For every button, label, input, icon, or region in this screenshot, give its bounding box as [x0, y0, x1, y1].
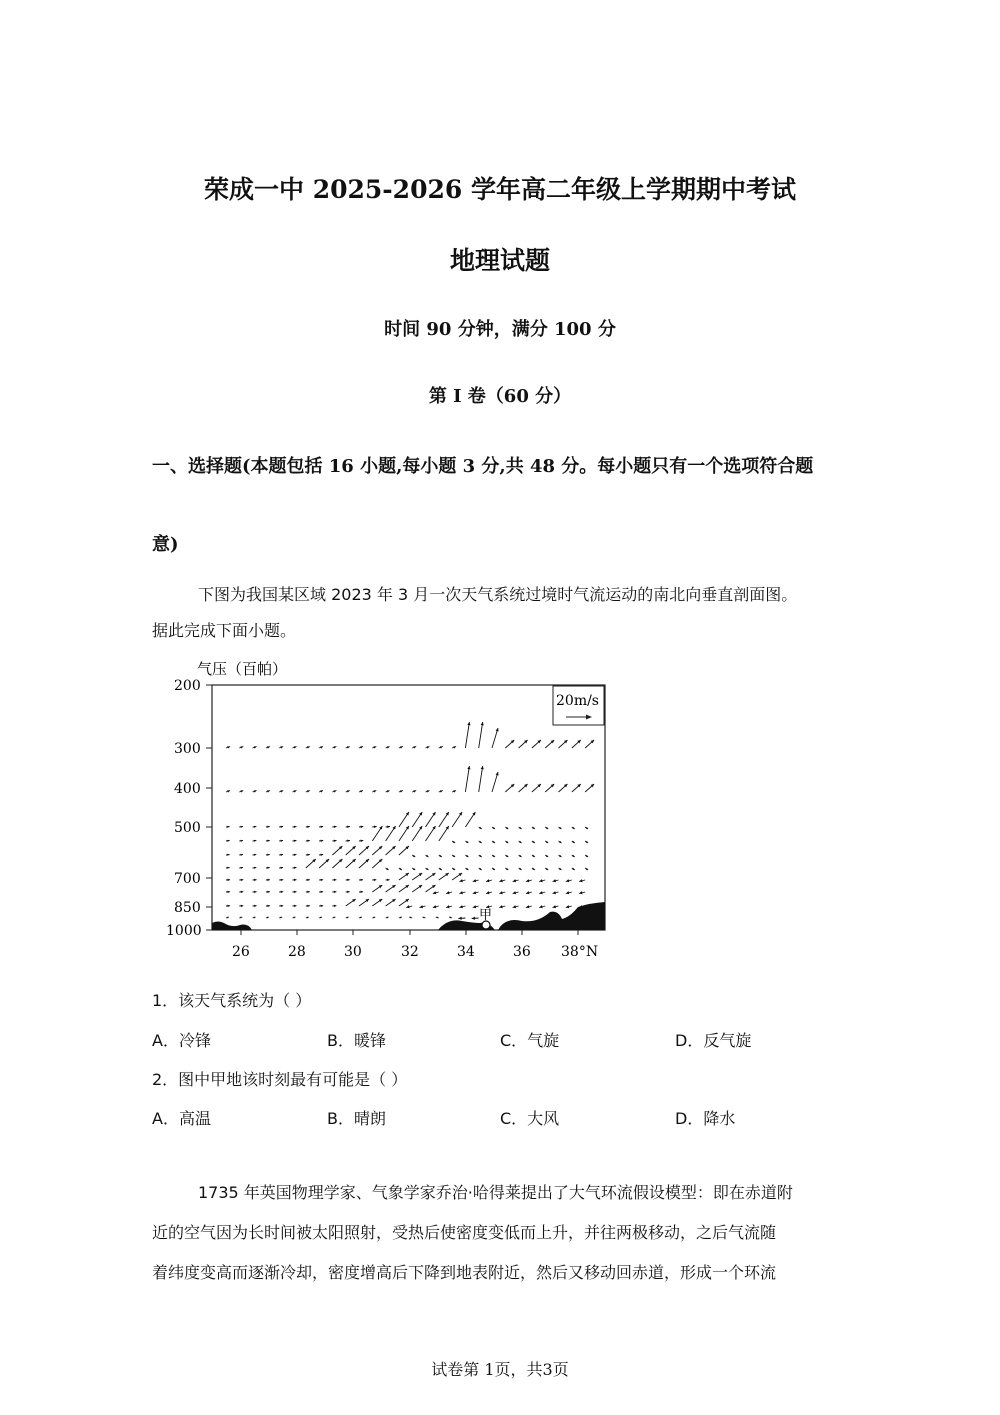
wind-vector-head	[307, 891, 309, 893]
legend-box	[553, 686, 604, 725]
y-tick-500: 500	[174, 820, 201, 836]
wind-vector-head	[293, 917, 295, 919]
x-tick-30: 30	[344, 944, 362, 960]
wind-vector-head	[241, 879, 243, 881]
wind-vector-head	[267, 905, 269, 907]
question-2-option-b[interactable]: B．晴朗	[327, 1109, 386, 1128]
x-tick-28: 28	[288, 944, 306, 960]
terrain-left	[212, 922, 252, 931]
wind-vector-head	[374, 879, 376, 881]
wind-vector-head	[347, 917, 349, 919]
wind-vector-head	[228, 905, 230, 907]
wind-vector-head	[387, 917, 389, 919]
wind-vector-head	[334, 879, 336, 881]
wind-vector-head	[347, 879, 349, 881]
wind-vector-head	[241, 891, 243, 893]
wind-vector-head	[254, 905, 256, 907]
x-tick-36: 36	[513, 944, 531, 960]
question-1-stem: 1．该天气系统为（ ）	[152, 991, 312, 1010]
passage-1	[152, 577, 852, 649]
wind-vector	[465, 766, 469, 792]
wind-vector-head	[307, 917, 309, 919]
passage-1-line-1: 下图为我国某区域 2023 年 3 月一次天气系统过境时气流运动的南北向垂直剖面图。	[198, 585, 798, 604]
x-tick-34: 34	[457, 944, 475, 960]
question-2-stem: 2．图中甲地该时刻最有可能是（ ）	[152, 1070, 408, 1089]
y-axis-ticks	[166, 678, 212, 939]
x-tick-32: 32	[401, 944, 419, 960]
wind-vector-head	[281, 891, 283, 893]
wind-vector-head	[267, 917, 269, 919]
wind-vector-head	[294, 905, 296, 907]
wind-vector-head	[294, 891, 296, 893]
wind-vector-head	[227, 917, 229, 919]
legend-label: 20m/s	[556, 693, 599, 709]
wind-vector	[465, 722, 469, 748]
subject-title: 地理试题	[449, 246, 550, 275]
question-2-option-d[interactable]: D．降水	[675, 1109, 736, 1128]
passage-1-line-2: 据此完成下面小题。	[152, 621, 297, 640]
wind-vector-head	[321, 891, 323, 893]
wind-vector-head	[400, 917, 402, 919]
wind-vector	[479, 766, 483, 792]
wind-vector-head	[449, 917, 451, 919]
volume-label: 第 I 卷（60 分）	[428, 386, 572, 407]
passage-2-line-1: 1735 年英国物理学家、气象学家乔治·哈得莱提出了大气环流假设模型：即在赤道附	[198, 1183, 793, 1202]
passage-2	[152, 1173, 852, 1293]
wind-vector-head	[267, 879, 269, 881]
wind-vector-head	[267, 891, 269, 893]
location-jia-label: 甲	[479, 908, 493, 923]
question-1-option-c[interactable]: C．气旋	[500, 1031, 560, 1050]
wind-vector-head	[294, 879, 296, 881]
wind-vector-head	[333, 917, 335, 919]
wind-vector-head	[320, 917, 322, 919]
question-2-option-c[interactable]: C．大风	[500, 1109, 560, 1128]
wind-vector-head	[280, 917, 282, 919]
wind-vector-head	[228, 879, 230, 881]
page-footer: 试卷第 1页，共3页	[431, 1360, 569, 1379]
y-tick-700: 700	[174, 871, 201, 887]
time-info: 时间 90 分钟，满分 100 分	[384, 319, 616, 340]
wind-vector-head	[423, 917, 425, 919]
question-1-option-a[interactable]: A．冷锋	[152, 1031, 211, 1050]
section-heading: 一、选择题(本题包括 16 小题,每小题 3 分,共 48 分。每小题只有一个选项符合题	[152, 456, 814, 477]
cross-section-figure	[160, 655, 620, 965]
wind-vector-head	[334, 891, 336, 893]
y-tick-400: 400	[174, 781, 201, 797]
plot-frame	[212, 685, 605, 930]
section-heading-cont: 意)	[152, 534, 179, 555]
passage-2-line-2: 近的空气因为长时间被太阳照射，受热后使密度变低而上升，并往两极移动，之后气流随	[152, 1223, 777, 1242]
x-tick-38n: 38°N	[561, 944, 599, 960]
y-axis-title: 气压（百帕）	[197, 660, 288, 678]
wind-vector-head	[321, 879, 323, 881]
wind-vector-head	[458, 917, 461, 920]
wind-vector-head	[387, 879, 389, 881]
wind-vector	[479, 722, 483, 748]
y-tick-850: 850	[174, 900, 201, 916]
y-tick-1000: 1000	[166, 923, 202, 939]
wind-vector-head	[281, 905, 283, 907]
wind-vector-head	[241, 905, 243, 907]
wind-vector-head	[334, 905, 336, 907]
wind-vector-head	[240, 917, 242, 919]
wind-vector-head	[307, 905, 309, 907]
wind-vector-head	[281, 879, 283, 881]
wind-vector-head	[472, 917, 475, 920]
y-tick-200: 200	[174, 678, 201, 694]
x-tick-26: 26	[232, 944, 250, 960]
y-tick-300: 300	[174, 741, 201, 757]
wind-vector-head	[361, 891, 363, 893]
wind-vector-head	[254, 879, 256, 881]
wind-vector-field	[226, 722, 594, 920]
exam-title: 荣成一中 2025-2026 学年高二年级上学期期中考试	[204, 175, 796, 204]
x-axis-ticks	[232, 930, 598, 960]
wind-vector-head	[254, 891, 256, 893]
wind-vector-head	[361, 879, 363, 881]
wind-vector-head	[321, 905, 323, 907]
wind-vector-head	[373, 917, 375, 919]
question-1-option-b[interactable]: B．暖锋	[327, 1031, 386, 1050]
passage-2-line-3: 着纬度变高而逐渐冷却，密度增高后下降到地表附近，然后又移动回赤道，形成一个环流	[152, 1263, 777, 1282]
wind-vector-head	[436, 917, 438, 919]
wind-vector-head	[347, 891, 349, 893]
question-2-option-a[interactable]: A．高温	[152, 1109, 211, 1128]
wind-vector-head	[360, 917, 362, 919]
wind-vector-head	[307, 879, 309, 881]
question-1-option-d[interactable]: D．反气旋	[675, 1031, 752, 1050]
wind-vector-head	[409, 917, 411, 919]
wind-vector-head	[254, 917, 256, 919]
wind-vector-head	[228, 891, 230, 893]
